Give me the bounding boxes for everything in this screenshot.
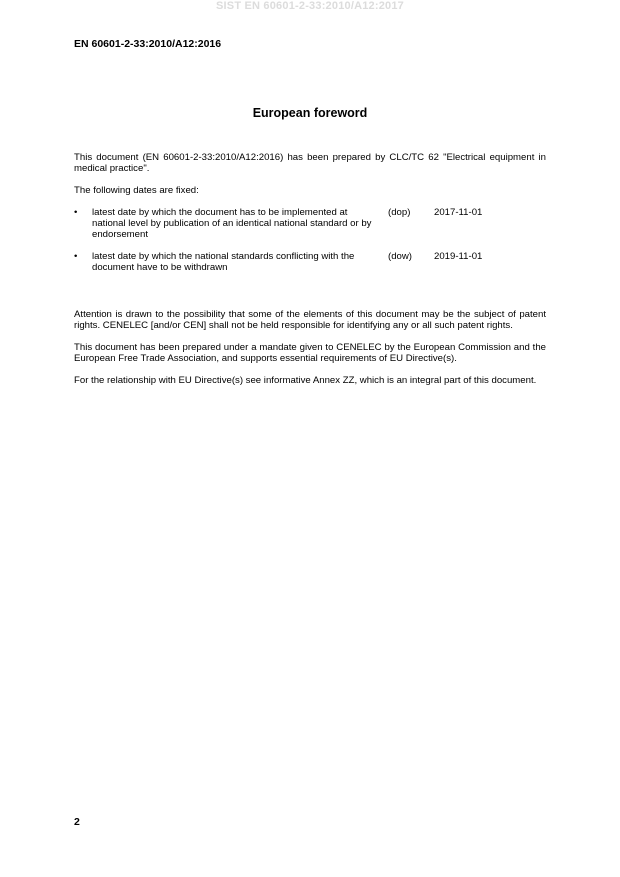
date-value: 2017-11-01 [434, 207, 483, 218]
relationship-paragraph: For the relationship with EU Directive(s) see informative Annex ZZ, which is an integral part of this document. [74, 375, 537, 386]
attention-paragraph: Attention is drawn to the possibility that some of the elements of this document may be the subject of patent rights. CENELEC [and/or CEN] shall not be held responsible for identifying any or all such patent rights. [74, 309, 546, 331]
bullet-icon: • [74, 207, 78, 218]
date-description: latest date by which the document has to be implemented at national level by publication of an identical national standard or by endorsement [92, 207, 372, 240]
mandate-paragraph: This document has been prepared under a mandate given to CENELEC by the European Commission and the European Free Trade Association, and supports essential requirements of EU Directive(s). [74, 342, 546, 364]
date-item-dop [74, 207, 546, 251]
bullet-icon: • [74, 251, 78, 262]
dates-list [74, 207, 546, 273]
date-code: (dow) [388, 251, 412, 262]
intro-paragraph: This document (EN 60601-2-33:2010/A12:2016) has been prepared by CLC/TC 62 "Electrical equipment in medical practice". [74, 152, 546, 174]
dates-intro-paragraph: The following dates are fixed: [74, 185, 199, 196]
date-value: 2019-11-01 [434, 251, 483, 262]
date-description: latest date by which the national standards conflicting with the document have to be withdrawn [92, 251, 355, 273]
document-reference: EN 60601-2-33:2010/A12:2016 [74, 38, 222, 50]
watermark: SIST EN 60601-2-33:2010/A12:2017 [215, 0, 404, 12]
page-title: European foreword [252, 106, 368, 120]
date-code: (dop) [388, 207, 411, 218]
document-body [74, 152, 546, 397]
date-item-dow [74, 251, 546, 273]
page-number: 2 [74, 816, 80, 828]
